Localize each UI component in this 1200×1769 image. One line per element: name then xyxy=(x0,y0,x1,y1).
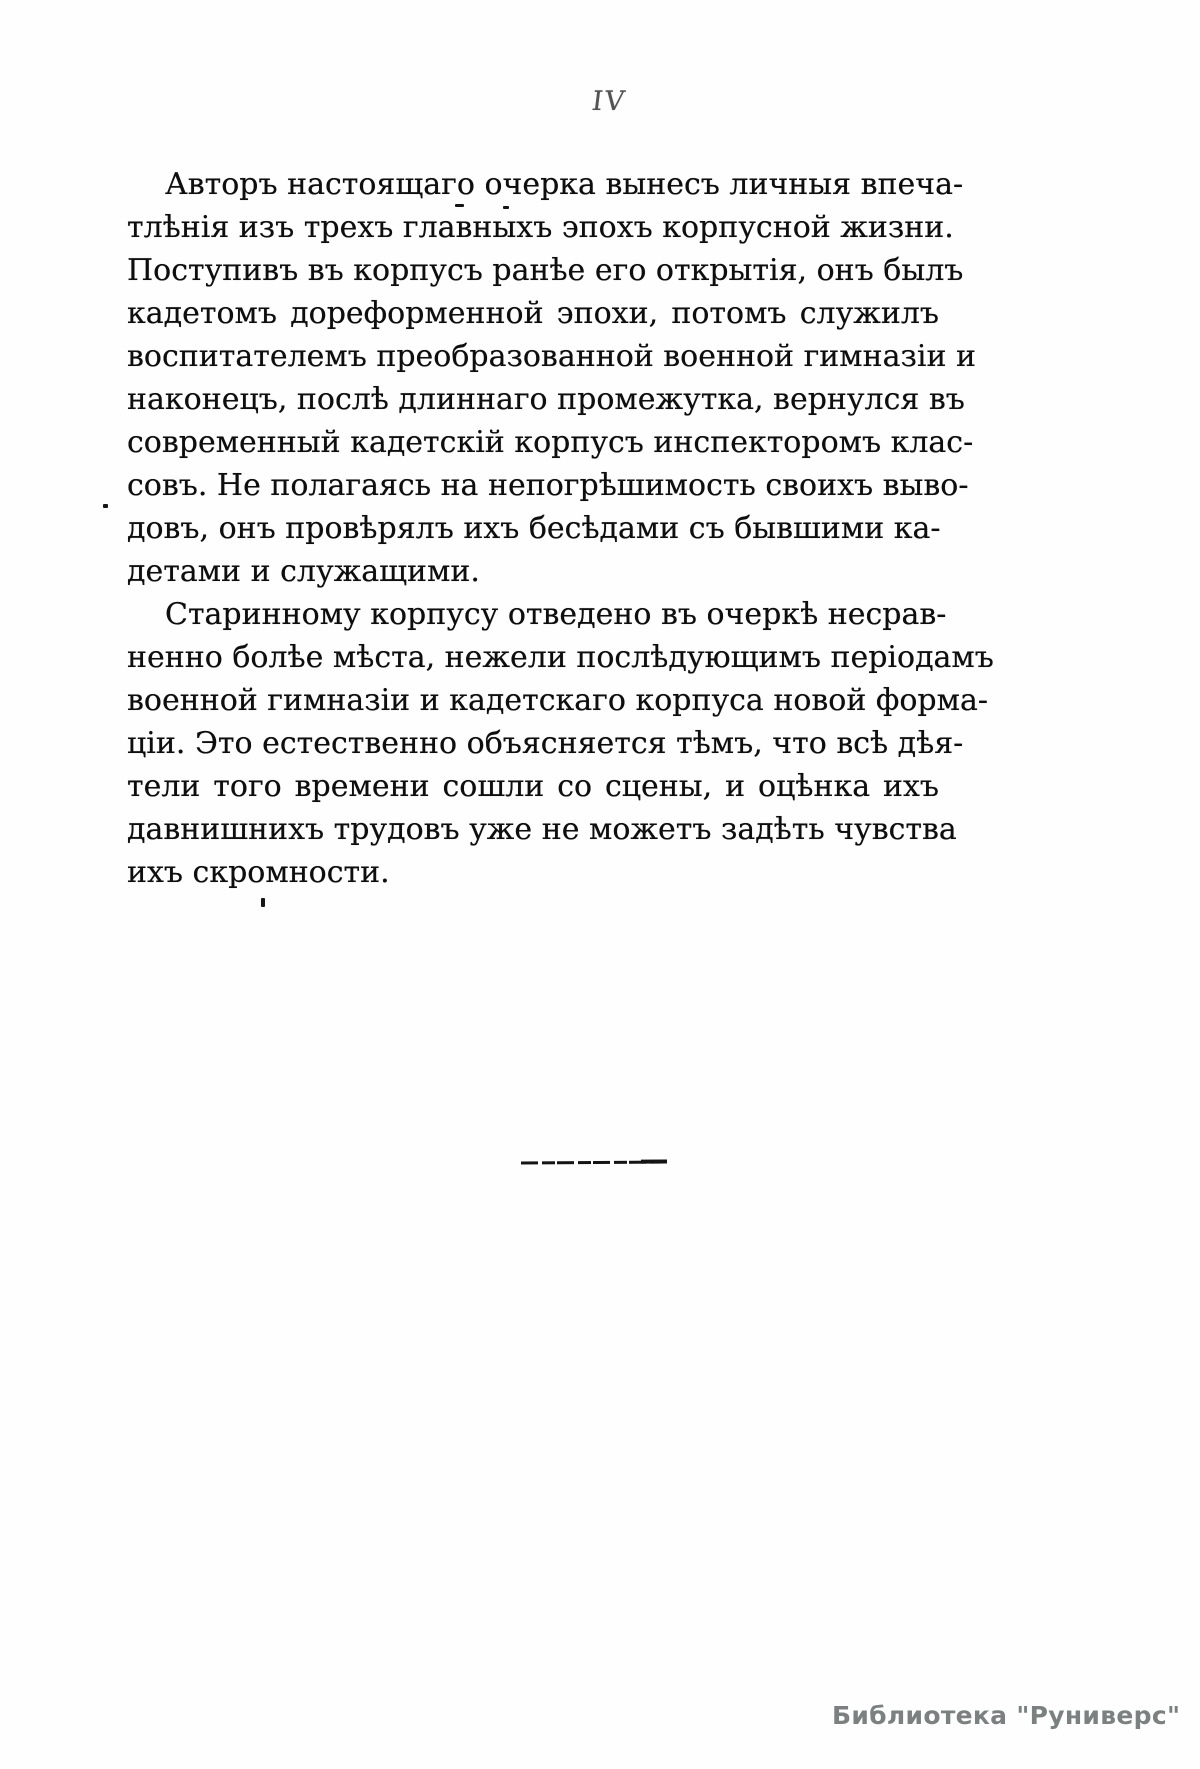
text-line: современный кадетскій корпусъ инспекторомъ клас- xyxy=(127,425,974,460)
text-line: тлѣнія изъ трехъ главныхъ эпохъ корпусной жизни. xyxy=(127,210,954,245)
section-divider xyxy=(521,1160,667,1164)
text-line: совъ. Не полагаясь на непогрѣшимость своихъ выво- xyxy=(127,468,969,503)
text-line: воспитателемъ преобразованной военной гимназіи и xyxy=(127,339,976,374)
text-line: ціи. Это естественно объясняется тѣмъ, что всѣ дѣя- xyxy=(127,726,964,761)
page-number: IV xyxy=(590,86,629,117)
text-line: ненно болѣе мѣста, нежели послѣдующимъ періодамъ xyxy=(127,640,994,675)
text-line: давнишнихъ трудовъ уже не можетъ задѣть чувства xyxy=(127,812,957,847)
ink-speck xyxy=(503,206,509,209)
text-line: довъ, онъ провѣрялъ ихъ бесѣдами съ бывшими ка- xyxy=(127,511,941,546)
text-line: детами и служащими. xyxy=(127,554,480,589)
text-line: Старинному корпусу отведено въ очеркѣ несрав- xyxy=(165,597,947,632)
watermark-text: Библиотека "Руниверс" xyxy=(832,1701,1181,1730)
text-line: тели того времени сошли со сцены, и оцѣнка ихъ xyxy=(127,769,939,804)
text-line: военной гимназіи и кадетскаго корпуса новой форма- xyxy=(127,683,988,718)
ink-speck xyxy=(103,504,108,508)
text-block xyxy=(127,163,994,894)
text-line: Поступивъ въ корпусъ ранѣе его открытія, онъ былъ xyxy=(127,253,964,288)
text-line: кадетомъ дореформенной эпохи, потомъ служилъ xyxy=(127,296,939,331)
ink-speck xyxy=(455,204,464,207)
text-line: наконецъ, послѣ длиннаго промежутка, вернулся въ xyxy=(127,382,965,417)
text-line: Авторъ настоящаго очерка вынесъ личныя впеча- xyxy=(165,167,964,202)
text-line: ихъ скромности. xyxy=(127,855,390,890)
ink-speck xyxy=(261,898,265,907)
